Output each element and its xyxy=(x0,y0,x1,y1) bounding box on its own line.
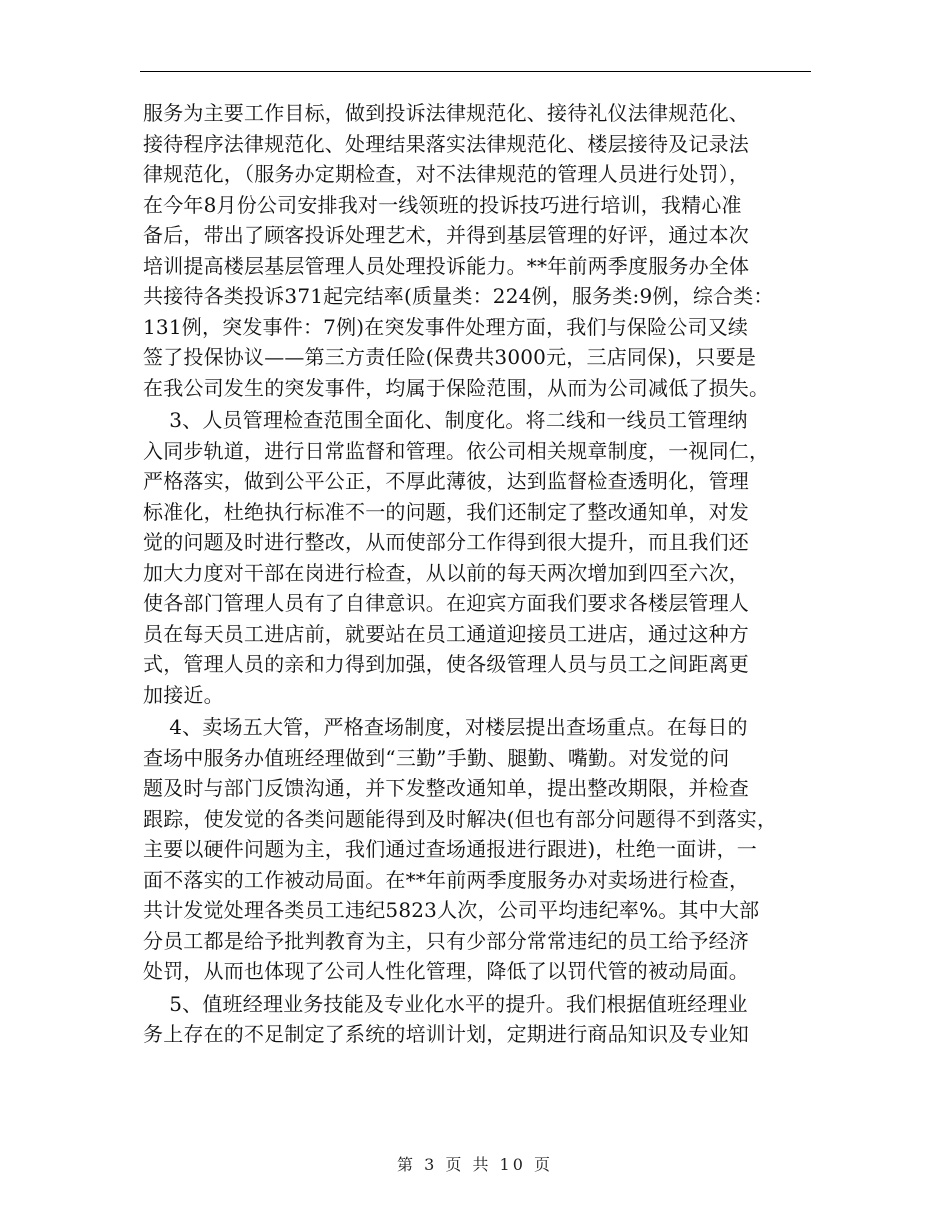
text-line: 接待程序法律规范化、处理结果落实法律规范化、楼层接待及记录法 xyxy=(143,131,749,156)
text-line: 题及时与部门反馈沟通，并下发整改通知单，提出整改期限，并检查 xyxy=(143,776,749,800)
text-line: 共接待各类投诉371起完结率(质量类：224例，服务类:9例，综合类： xyxy=(143,284,774,308)
header-rule xyxy=(140,71,811,72)
text-line: 觉的问题及时进行整改，从而使部分工作得到很大提升，而且我们还 xyxy=(143,530,749,554)
text-line: 律规范化，（服务办定期检查，对不法律规范的管理人员进行处罚）， xyxy=(143,162,750,186)
text-line: 分员工都是给予批判教育为主，只有少部分常常违纪的员工给予经济 xyxy=(143,928,749,953)
text-line: 跟踪，使发觉的各类问题能得到及时解决(但也有部分问题得不到落实， xyxy=(143,806,778,831)
text-line: 查场中服务办值班经理做到“三勤”手勤、腿勤、嘴勤。对发觉的问 xyxy=(143,745,730,770)
text-line: 使各部门管理人员有了自律意识。在迎宾方面我们要求各楼层管理人 xyxy=(143,591,749,615)
text-line: 131例，突发事件：7例)在突发事件处理方面，我们与保险公司又续 xyxy=(143,314,749,339)
text-line: 共计发觉处理各类员工违纪5823人次，公司平均违纪率%。其中大部 xyxy=(143,898,760,922)
text-line: 主要以硬件问题为主，我们通过查场通报进行跟进)，杜绝一面讲，一 xyxy=(143,837,758,861)
text-line: 入同步轨道，进行日常监督和管理。依公司相关规章制度，一视同仁， xyxy=(143,438,770,463)
text-line: 务上存在的不足制定了系统的培训计划，定期进行商品知识及专业知 xyxy=(143,1022,749,1046)
text-line: 加大力度对干部在岗进行检查，从以前的每天两次增加到四至六次， xyxy=(143,560,749,585)
text-line: 服务为主要工作目标，做到投诉法律规范化、接待礼仪法律规范化、 xyxy=(143,101,749,125)
paragraph-2 xyxy=(143,405,823,710)
paragraph-1 xyxy=(143,98,823,403)
text-line: 在我公司发生的突发事件，均属于保险范围，从而为公司减低了损失。 xyxy=(143,375,770,400)
paragraph-4 xyxy=(143,989,823,1050)
page-number-footer: 第 3 页 共 10 页 xyxy=(397,1155,553,1174)
text-line: 员在每天员工进店前，就要站在员工通道迎接员工进店，通过这种方 xyxy=(143,621,749,646)
text-line: 3、人员管理检查范围全面化、制度化。将二线和一线员工管理纳 xyxy=(143,408,748,432)
text-line: 签了投保协议——第三方责任险(保费共3000元，三店同保)，只要是 xyxy=(143,345,757,369)
text-line: 4、卖场五大管，严格查场制度，对楼层提出查场重点。在每日的 xyxy=(143,715,748,739)
text-line: 标准化，杜绝执行标准不一的问题，我们还制定了整改通知单，对发 xyxy=(143,499,749,524)
text-line: 在今年8月份公司安排我对一线领班的投诉技巧进行培训，我精心准 xyxy=(143,192,742,217)
text-line: 培训提高楼层基层管理人员处理投诉能力。**年前两季度服务办全体 xyxy=(143,253,750,278)
text-line: 5、值班经理业务技能及专业化水平的提升。我们根据值班经理业 xyxy=(143,991,748,1016)
text-line: 严格落实，做到公平公正，不厚此薄彼，达到监督检查透明化，管理 xyxy=(143,469,749,493)
text-line: 处罚，从而也体现了公司人性化管理，降低了以罚代管的被动局面。 xyxy=(143,959,749,983)
text-line: 加接近。 xyxy=(143,682,224,707)
text-line: 式，管理人员的亲和力得到加强，使各级管理人员与员工之间距离更 xyxy=(143,652,749,676)
text-line: 面不落实的工作被动局面。在**年前两季度服务办对卖场进行检查， xyxy=(143,867,750,892)
paragraph-3 xyxy=(143,712,823,987)
text-line: 备后，带出了顾客投诉处理艺术，并得到基层管理的好评，通过本次 xyxy=(143,223,749,247)
document-body xyxy=(143,98,823,1052)
